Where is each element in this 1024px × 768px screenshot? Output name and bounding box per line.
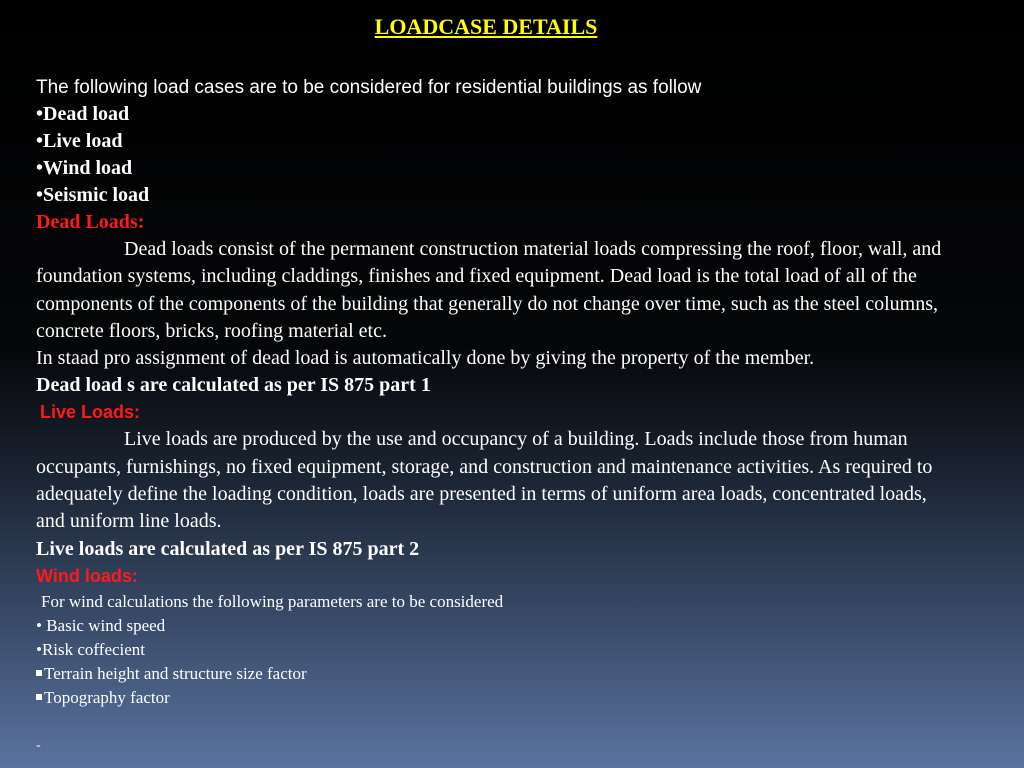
wind-loads-heading: Wind loads:	[36, 565, 138, 586]
intro-text: The following load cases are to be considered for residential buildings as follow	[36, 77, 702, 98]
load-case-item: •Seismic load	[36, 184, 150, 206]
wind-param-item: Terrain height and structure size factor	[36, 662, 946, 686]
square-bullet-icon	[36, 694, 42, 700]
live-loads-paragraph: Live loads are produced by the use and occupancy of a building. Loads include those from human occupants, furnishings, no fixed equipment, storage, and construction and maintenance activities. As required to adequately define the loading condition, loads are presented in terms of uniform area loads, concentrated loads, and uniform line loads.	[36, 428, 933, 533]
wind-param-item: •Risk coffecient	[36, 639, 146, 659]
load-case-item: •Dead load	[36, 103, 130, 125]
wind-param-item: • Basic wind speed	[36, 615, 166, 635]
live-loads-heading: Live Loads:	[40, 402, 141, 423]
dead-loads-heading: Dead Loads:	[36, 211, 145, 233]
square-bullet-icon	[36, 670, 42, 676]
staad-note: In staad pro assignment of dead load is automatically done by giving the property of the member.	[36, 347, 815, 370]
slide-title: LOADCASE DETAILS	[374, 14, 598, 39]
dead-loads-paragraph: Dead loads consist of the permanent construction material loads compressing the roof, floor, wall, and foundation systems, including claddings, finishes and fixed equipment. Dead load is the total load of all of the components of the components of the building that generally do not change over time, such as the steel columns, concrete floors, bricks, roofing material etc.	[36, 238, 942, 342]
wind-intro: For wind calculations the following parameters are to be considered	[41, 591, 504, 611]
slide-content	[36, 74, 946, 758]
footer-dash: -	[36, 737, 41, 753]
load-case-item: •Live load	[36, 130, 123, 152]
dead-load-code: Dead load s are calculated as per IS 875 part 1	[36, 374, 431, 397]
live-load-code: Live loads are calculated as per IS 875 part 2	[36, 537, 420, 560]
load-case-item: •Wind load	[36, 157, 133, 179]
wind-param-item: Topography factor	[36, 686, 946, 710]
